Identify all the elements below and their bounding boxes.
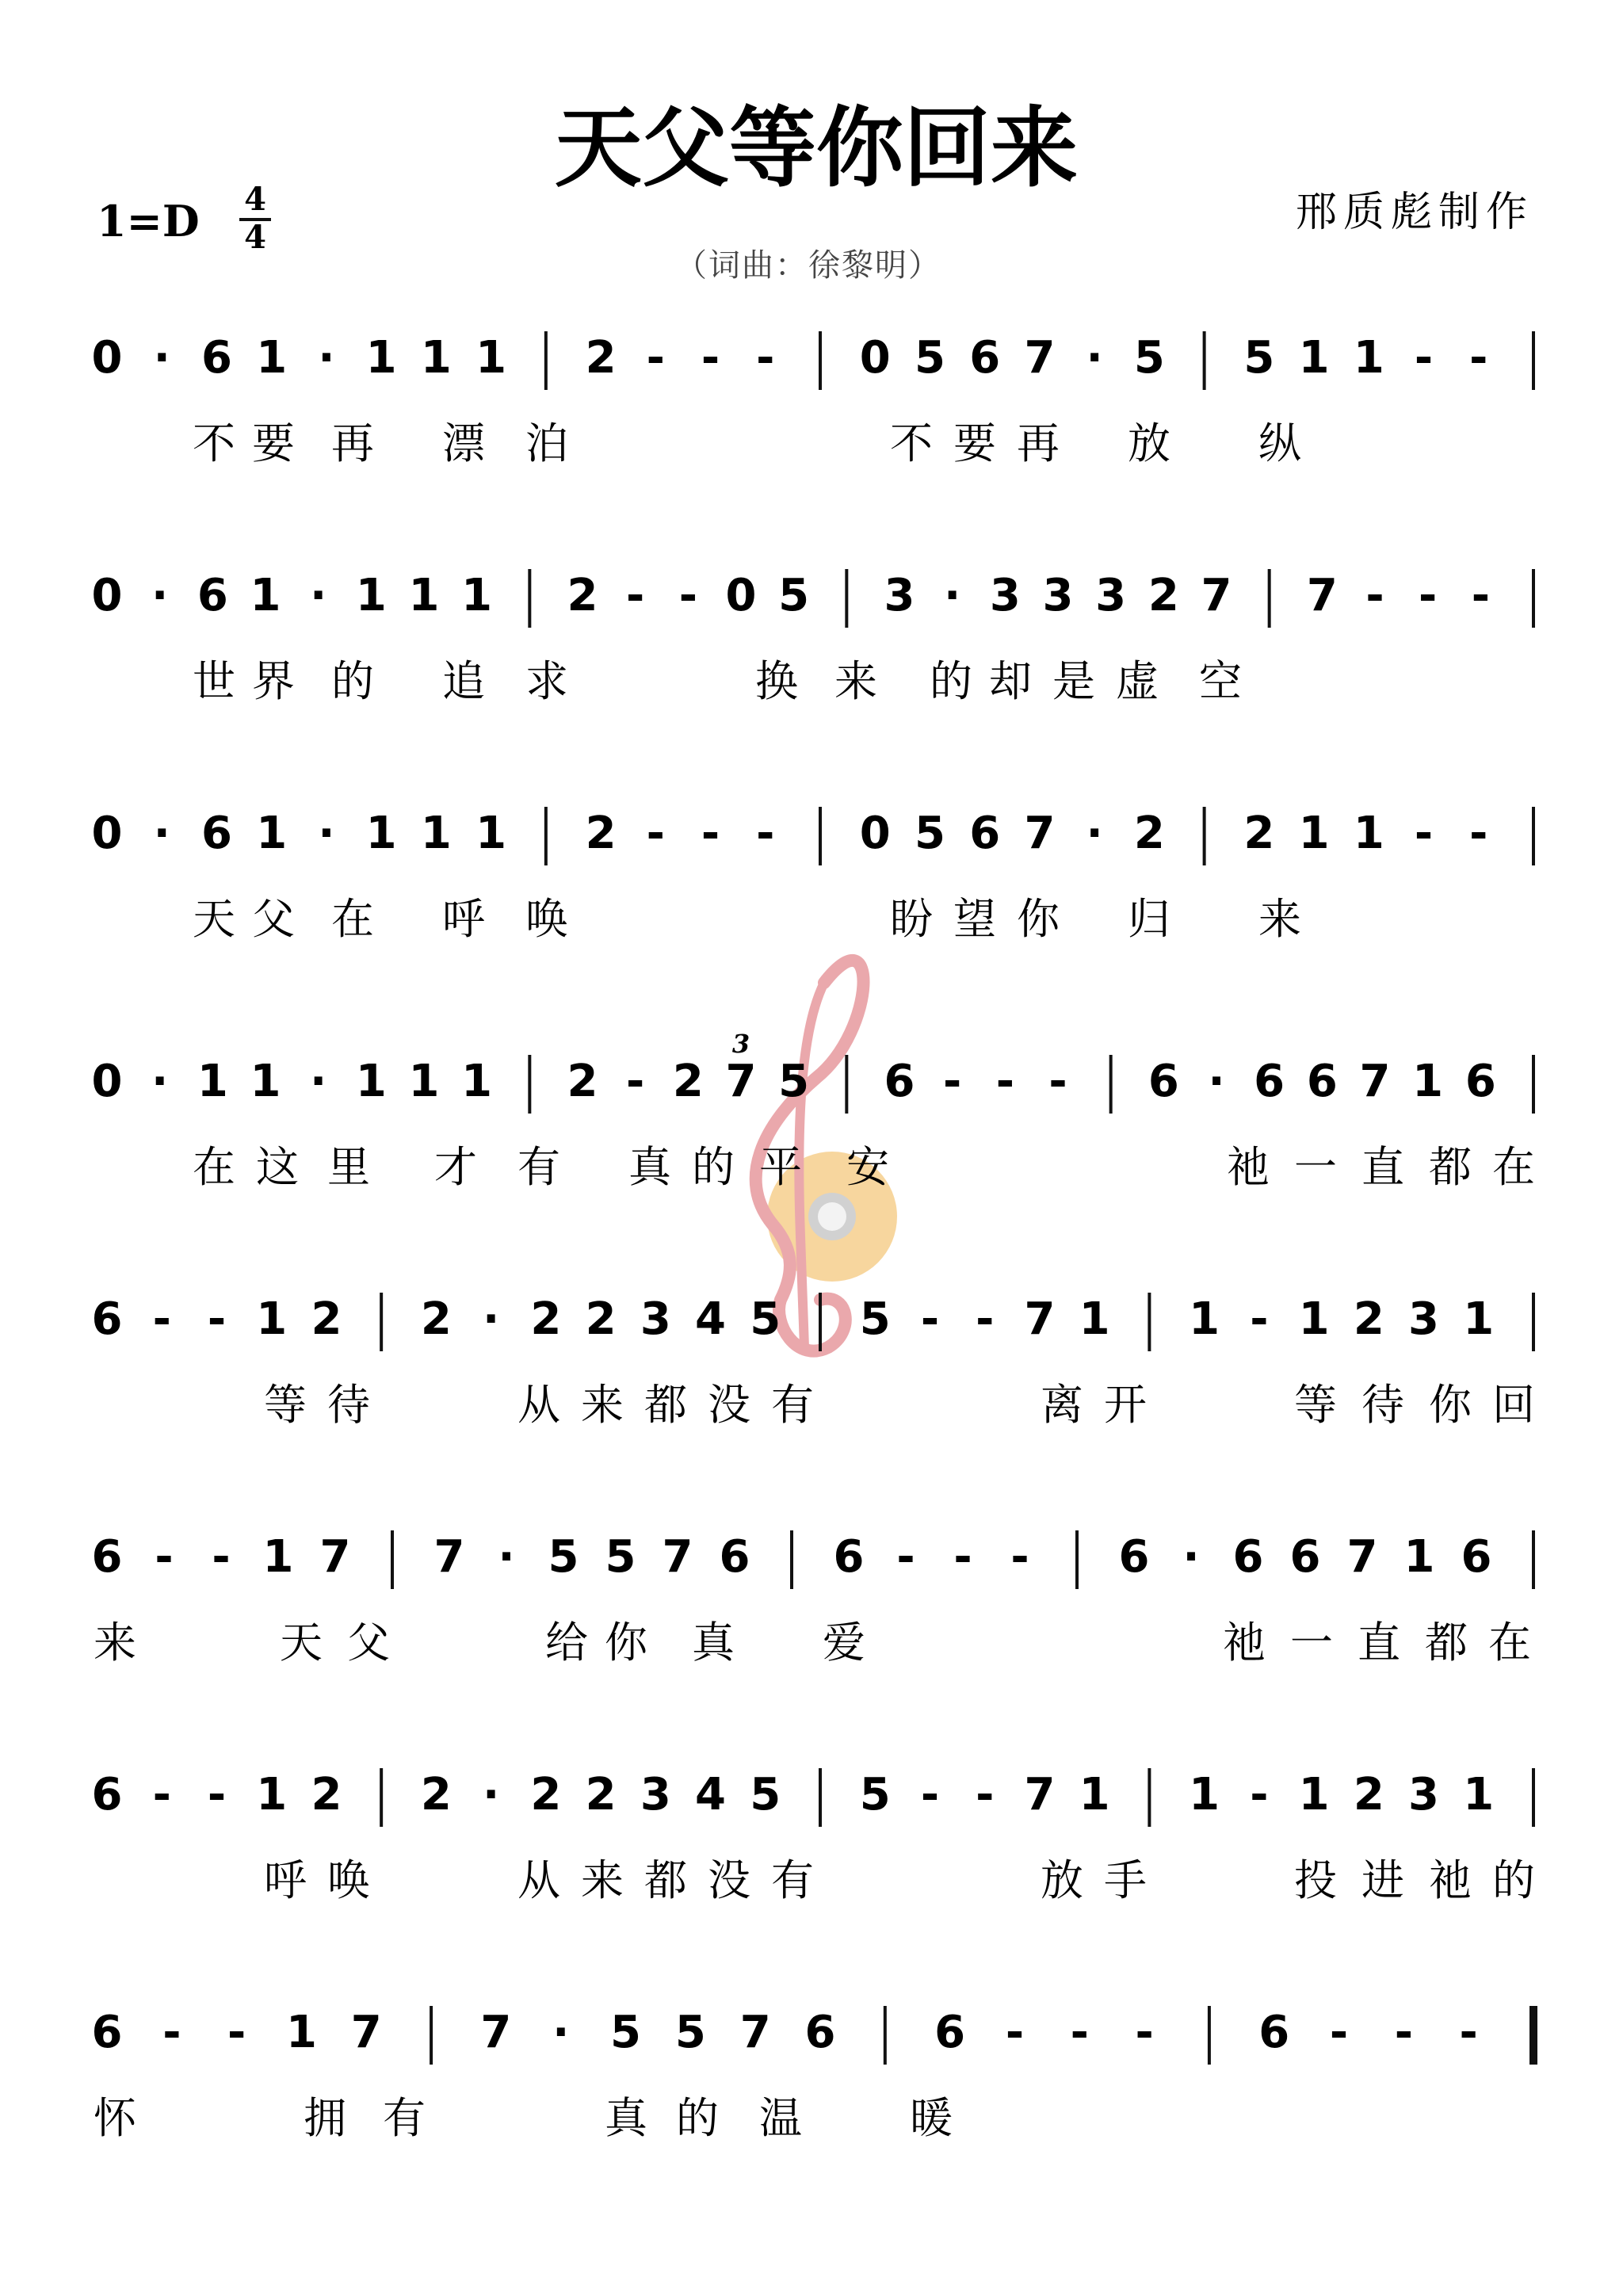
time-signature-bottom: 4 — [244, 219, 266, 256]
lyric-char: 唤 — [525, 894, 568, 944]
note: 7 — [319, 1531, 351, 1583]
lyric-char: 来 — [1258, 894, 1301, 944]
extension-dash: - — [1070, 2007, 1089, 2058]
note: 7 — [725, 1056, 757, 1107]
lyric-char: 真 — [692, 1618, 735, 1668]
note: 6 — [1148, 1056, 1179, 1107]
key-signature: 1=D — [97, 196, 200, 246]
note: 1 — [461, 570, 493, 621]
note: 5 — [1133, 332, 1165, 384]
note: 2 — [1148, 570, 1179, 621]
note: 1 — [1403, 1531, 1435, 1583]
lyric-char: 的 — [930, 656, 972, 706]
extension-dash: - — [207, 1769, 227, 1820]
lyric-char: 不 — [890, 418, 933, 468]
extension-dash: - — [1469, 332, 1488, 384]
time-signature-top: 4 — [244, 181, 266, 218]
extension-dash: - — [756, 808, 775, 859]
note: 0 — [91, 808, 123, 859]
extension-dash: - — [207, 1293, 227, 1345]
lyric-char: 都 — [644, 1380, 687, 1430]
note: 6 — [719, 1531, 750, 1583]
note: 6 — [1465, 1056, 1496, 1107]
note: 5 — [859, 1293, 891, 1345]
note: 2 — [311, 1769, 342, 1820]
note: 1 — [420, 808, 452, 859]
dot-mark: · — [482, 1769, 500, 1820]
note: 1 — [1412, 1056, 1444, 1107]
extension-dash: - — [1459, 2007, 1478, 2058]
extension-dash: - — [920, 1293, 940, 1345]
extension-dash: - — [976, 1769, 995, 1820]
note: 2 — [1243, 808, 1275, 859]
note: 7 — [739, 2007, 771, 2058]
note: 1 — [285, 2007, 317, 2058]
extension-dash: - — [701, 808, 720, 859]
note: 1 — [365, 808, 397, 859]
note: 5 — [1243, 332, 1275, 384]
note: 2 — [585, 332, 617, 384]
lyric-char: 界 — [252, 656, 295, 706]
lyric-char: 直 — [1358, 1618, 1400, 1668]
note: 1 — [408, 570, 440, 621]
note: 1 — [256, 1293, 288, 1345]
lyric-char: 的 — [331, 656, 374, 706]
lyric-char: 温 — [759, 2093, 802, 2143]
note: 1 — [408, 1056, 440, 1107]
extension-dash: - — [1414, 808, 1434, 859]
note: 1 — [1079, 1769, 1110, 1820]
note: 1 — [1298, 1293, 1330, 1345]
note: 5 — [605, 1531, 636, 1583]
extension-dash: - — [162, 2007, 181, 2058]
lyric-char: 望 — [953, 894, 996, 944]
extension-dash: - — [1005, 2007, 1025, 2058]
extension-dash: - — [1394, 2007, 1413, 2058]
time-signature — [239, 181, 271, 256]
lyric-char: 你 — [1017, 894, 1060, 944]
dot-mark: · — [153, 808, 170, 859]
note: 1 — [256, 332, 288, 384]
lyric-char: 呼 — [264, 1855, 307, 1905]
note: 1 — [250, 570, 281, 621]
note: 1 — [1353, 332, 1384, 384]
lyric-char: 要 — [252, 418, 295, 468]
note: 5 — [914, 332, 945, 384]
lyric-char: 都 — [1429, 1142, 1472, 1192]
notation-row — [92, 569, 1533, 706]
note: 7 — [1359, 1056, 1391, 1107]
extension-dash: - — [1329, 2007, 1349, 2058]
notation-row — [92, 807, 1533, 944]
extension-dash: - — [1365, 570, 1384, 621]
lyric-char: 再 — [331, 418, 374, 468]
note: 7 — [1024, 332, 1056, 384]
note: 1 — [1189, 1293, 1220, 1345]
note: 6 — [1118, 1531, 1150, 1583]
note: 6 — [833, 1531, 865, 1583]
lyric-char: 从 — [517, 1855, 560, 1905]
note: 3 — [1042, 570, 1074, 621]
dot-mark: · — [318, 808, 335, 859]
note: 1 — [475, 808, 507, 859]
extension-dash: - — [1010, 1531, 1029, 1583]
extension-dash: - — [896, 1531, 915, 1583]
lyric-char: 换 — [755, 656, 798, 706]
note: 3 — [884, 570, 915, 621]
lyric-char: 暖 — [910, 2093, 953, 2143]
lyric-char: 里 — [327, 1142, 370, 1192]
lyric-char: 这 — [256, 1142, 299, 1192]
note: 7 — [662, 1531, 693, 1583]
note: 3 — [640, 1769, 671, 1820]
note: 1 — [365, 332, 397, 384]
lyric-char: 在 — [1492, 1142, 1535, 1192]
note: 7 — [480, 2007, 512, 2058]
lyric-char: 在 — [1488, 1618, 1531, 1668]
lyric-char: 手 — [1104, 1855, 1147, 1905]
extension-dash: - — [943, 1056, 962, 1107]
lyric-char: 待 — [327, 1380, 370, 1430]
dot-mark: · — [944, 570, 961, 621]
lyric-char: 世 — [193, 656, 235, 706]
extension-dash: - — [1469, 808, 1488, 859]
note: 5 — [778, 1056, 810, 1107]
note: 1 — [197, 1056, 228, 1107]
lyric-char: 等 — [264, 1380, 307, 1430]
note: 1 — [1298, 808, 1330, 859]
note: 1 — [420, 332, 452, 384]
lyric-char: 进 — [1361, 1855, 1404, 1905]
notation-row — [92, 1530, 1533, 1668]
lyric-char: 呼 — [442, 894, 485, 944]
dot-mark: · — [498, 1531, 515, 1583]
extension-dash: - — [227, 2007, 246, 2058]
note: 7 — [433, 1531, 465, 1583]
extension-dash: - — [155, 1531, 174, 1583]
lyric-char: 来 — [834, 656, 877, 706]
lyric-char: 从 — [517, 1380, 560, 1430]
extension-dash: - — [678, 570, 697, 621]
note: 2 — [567, 570, 598, 621]
note: 7 — [1201, 570, 1232, 621]
note: 1 — [1463, 1293, 1495, 1345]
note: 6 — [1306, 1056, 1338, 1107]
dot-mark: · — [1086, 332, 1103, 384]
lyric-char: 投 — [1294, 1855, 1337, 1905]
note: 2 — [420, 1293, 452, 1345]
note: 5 — [548, 1531, 579, 1583]
note: 7 — [1306, 570, 1338, 621]
note: 7 — [1024, 808, 1056, 859]
lyric-char: 空 — [1199, 656, 1242, 706]
extension-dash: - — [626, 570, 645, 621]
note: 6 — [91, 2007, 123, 2058]
extension-dash: - — [1419, 570, 1438, 621]
lyric-char: 父 — [252, 894, 295, 944]
lyric-char: 没 — [708, 1380, 750, 1430]
lyric-char: 一 — [1294, 1142, 1337, 1192]
note: 2 — [672, 1056, 704, 1107]
note: 0 — [91, 332, 123, 384]
lyric-char: 直 — [1361, 1142, 1404, 1192]
extension-dash: - — [646, 808, 665, 859]
extension-dash: - — [212, 1531, 231, 1583]
lyric-char: 来 — [581, 1855, 624, 1905]
note: 2 — [1133, 808, 1165, 859]
note: 4 — [695, 1293, 727, 1345]
triplet-mark: 3 — [731, 1029, 750, 1059]
note: 5 — [750, 1293, 781, 1345]
note: 7 — [1024, 1293, 1056, 1345]
extension-dash: - — [1250, 1769, 1269, 1820]
lyric-char: 来 — [581, 1380, 624, 1430]
lyric-char: 放 — [1128, 418, 1170, 468]
note: 2 — [420, 1769, 452, 1820]
note: 2 — [585, 1769, 617, 1820]
note: 5 — [750, 1769, 781, 1820]
note: 5 — [674, 2007, 706, 2058]
note: 1 — [256, 1769, 288, 1820]
note: 7 — [1346, 1531, 1378, 1583]
note: 2 — [311, 1293, 342, 1345]
lyric-char: 都 — [1425, 1618, 1468, 1668]
note: 6 — [1461, 1531, 1492, 1583]
lyric-char: 有 — [771, 1380, 814, 1430]
extension-dash: - — [152, 1769, 171, 1820]
extension-dash: - — [756, 332, 775, 384]
lyric-char: 拥 — [304, 2093, 346, 2143]
note: 1 — [1079, 1293, 1110, 1345]
lyric-char: 在 — [331, 894, 374, 944]
extension-dash: - — [626, 1056, 645, 1107]
lyric-char: 祂 — [1223, 1618, 1266, 1668]
lyric-char: 爱 — [823, 1618, 865, 1668]
extension-dash: - — [701, 332, 720, 384]
lyric-char: 天 — [280, 1618, 323, 1668]
lyric-char: 才 — [434, 1142, 477, 1192]
lyric-char: 有 — [517, 1142, 560, 1192]
note: 3 — [1095, 570, 1127, 621]
note: 3 — [1408, 1293, 1440, 1345]
note: 7 — [1024, 1769, 1056, 1820]
lyric-char: 离 — [1041, 1380, 1083, 1430]
note: 2 — [1353, 1293, 1384, 1345]
lyric-char: 安 — [846, 1142, 889, 1192]
note: 4 — [695, 1769, 727, 1820]
lyric-char: 你 — [605, 1618, 647, 1668]
lyric-char: 是 — [1052, 656, 1095, 706]
note: 5 — [610, 2007, 642, 2058]
dot-mark: · — [310, 1056, 327, 1107]
extension-dash: - — [1135, 2007, 1154, 2058]
lyric-char: 再 — [1017, 418, 1060, 468]
lyric-char: 有 — [771, 1855, 814, 1905]
dot-mark: · — [552, 2007, 570, 2058]
note: 1 — [250, 1056, 281, 1107]
note: 1 — [475, 332, 507, 384]
extension-dash: - — [995, 1056, 1014, 1107]
lyric-char: 真 — [628, 1142, 671, 1192]
note: 6 — [197, 570, 228, 621]
lyric-char: 求 — [525, 656, 568, 706]
note: 6 — [200, 808, 232, 859]
lyric-char: 要 — [953, 418, 996, 468]
lyric-char: 真 — [605, 2093, 647, 2143]
note: 1 — [262, 1531, 294, 1583]
note: 2 — [585, 1293, 617, 1345]
lyric-char: 天 — [193, 894, 235, 944]
lyric-char: 的 — [676, 2093, 719, 2143]
extension-dash: - — [1471, 570, 1490, 621]
lyric-char: 纵 — [1258, 418, 1301, 468]
lyric-char: 在 — [193, 1142, 235, 1192]
dot-mark: · — [1182, 1531, 1200, 1583]
lyric-char: 等 — [1294, 1380, 1337, 1430]
lyric-char: 归 — [1128, 894, 1170, 944]
note: 6 — [884, 1056, 915, 1107]
lyric-char: 都 — [644, 1855, 687, 1905]
maker-credit: 邢质彪制作 — [1295, 189, 1533, 236]
note: 6 — [91, 1769, 123, 1820]
note: 2 — [530, 1293, 562, 1345]
note: 1 — [1463, 1769, 1495, 1820]
lyric-char: 祂 — [1429, 1855, 1472, 1905]
note: 1 — [461, 1056, 493, 1107]
dot-mark: · — [151, 570, 169, 621]
lyric-char: 怀 — [94, 2093, 136, 2143]
lyric-char: 给 — [545, 1618, 588, 1668]
lyric-char: 虚 — [1116, 656, 1159, 706]
lyric-char: 不 — [193, 418, 235, 468]
note: 6 — [1258, 2007, 1290, 2058]
extension-dash: - — [1414, 332, 1434, 384]
notation-row — [92, 2006, 1533, 2143]
note: 5 — [859, 1769, 891, 1820]
lyric-char: 没 — [708, 1855, 750, 1905]
lyric-char: 唤 — [327, 1855, 370, 1905]
notation-row — [92, 1293, 1535, 1430]
note: 6 — [804, 2007, 836, 2058]
note: 6 — [1232, 1531, 1264, 1583]
note: 1 — [355, 1056, 387, 1107]
note: 3 — [640, 1293, 671, 1345]
note: 1 — [1298, 332, 1330, 384]
note: 6 — [200, 332, 232, 384]
dot-mark: · — [482, 1293, 500, 1345]
note: 1 — [1189, 1769, 1220, 1820]
note: 5 — [778, 570, 810, 621]
lyric-char: 的 — [692, 1142, 735, 1192]
dot-mark: · — [1086, 808, 1103, 859]
note: 6 — [91, 1531, 123, 1583]
lyric-char: 开 — [1104, 1380, 1147, 1430]
extension-dash: - — [920, 1769, 940, 1820]
note: 1 — [355, 570, 387, 621]
lyric-char: 一 — [1290, 1618, 1333, 1668]
note: 6 — [934, 2007, 966, 2058]
note: 6 — [969, 808, 1001, 859]
note: 2 — [530, 1769, 562, 1820]
lyric-char: 的 — [1492, 1855, 1535, 1905]
lyric-char: 回 — [1492, 1380, 1535, 1430]
note: 1 — [1353, 808, 1384, 859]
note: 6 — [969, 332, 1001, 384]
extension-dash: - — [953, 1531, 972, 1583]
note: 2 — [585, 808, 617, 859]
lyric-char: 祂 — [1227, 1142, 1270, 1192]
dot-mark: · — [318, 332, 335, 384]
note: 1 — [256, 808, 288, 859]
extension-dash: - — [1048, 1056, 1067, 1107]
note: 0 — [91, 570, 123, 621]
note: 2 — [1353, 1769, 1384, 1820]
lyric-char: 平 — [759, 1142, 802, 1192]
song-title: 天父等你回来 — [555, 97, 1078, 199]
note: 6 — [91, 1293, 123, 1345]
lyric-char: 有 — [383, 2093, 426, 2143]
note: 0 — [725, 570, 757, 621]
dot-mark: · — [1208, 1056, 1225, 1107]
extension-dash: - — [152, 1293, 171, 1345]
extension-dash: - — [646, 332, 665, 384]
note: 2 — [567, 1056, 598, 1107]
lyric-char: 却 — [989, 656, 1032, 706]
notation-row — [92, 1768, 1535, 1905]
note: 1 — [1298, 1769, 1330, 1820]
notation-row — [92, 331, 1533, 468]
lyric-char: 待 — [1361, 1380, 1404, 1430]
note: 0 — [859, 808, 891, 859]
note: 7 — [350, 2007, 382, 2058]
lyric-char: 漂 — [442, 418, 485, 468]
lyric-char: 盼 — [890, 894, 933, 944]
lyric-char: 你 — [1429, 1380, 1472, 1430]
dot-mark: · — [151, 1056, 169, 1107]
lyric-char: 来 — [94, 1618, 136, 1668]
lyric-char: 父 — [347, 1618, 390, 1668]
lyric-char: 追 — [442, 656, 485, 706]
lyric-char: 放 — [1041, 1855, 1083, 1905]
note: 3 — [989, 570, 1021, 621]
dot-mark: · — [310, 570, 327, 621]
note: 0 — [859, 332, 891, 384]
lyrics-music-credit: （词曲：徐黎明） — [675, 247, 941, 284]
dot-mark: · — [153, 332, 170, 384]
note: 3 — [1408, 1769, 1440, 1820]
extension-dash: - — [976, 1293, 995, 1345]
note: 6 — [1289, 1531, 1321, 1583]
note: 5 — [914, 808, 945, 859]
note: 0 — [91, 1056, 123, 1107]
lyric-char: 泊 — [525, 418, 568, 468]
extension-dash: - — [1250, 1293, 1269, 1345]
note: 6 — [1254, 1056, 1285, 1107]
